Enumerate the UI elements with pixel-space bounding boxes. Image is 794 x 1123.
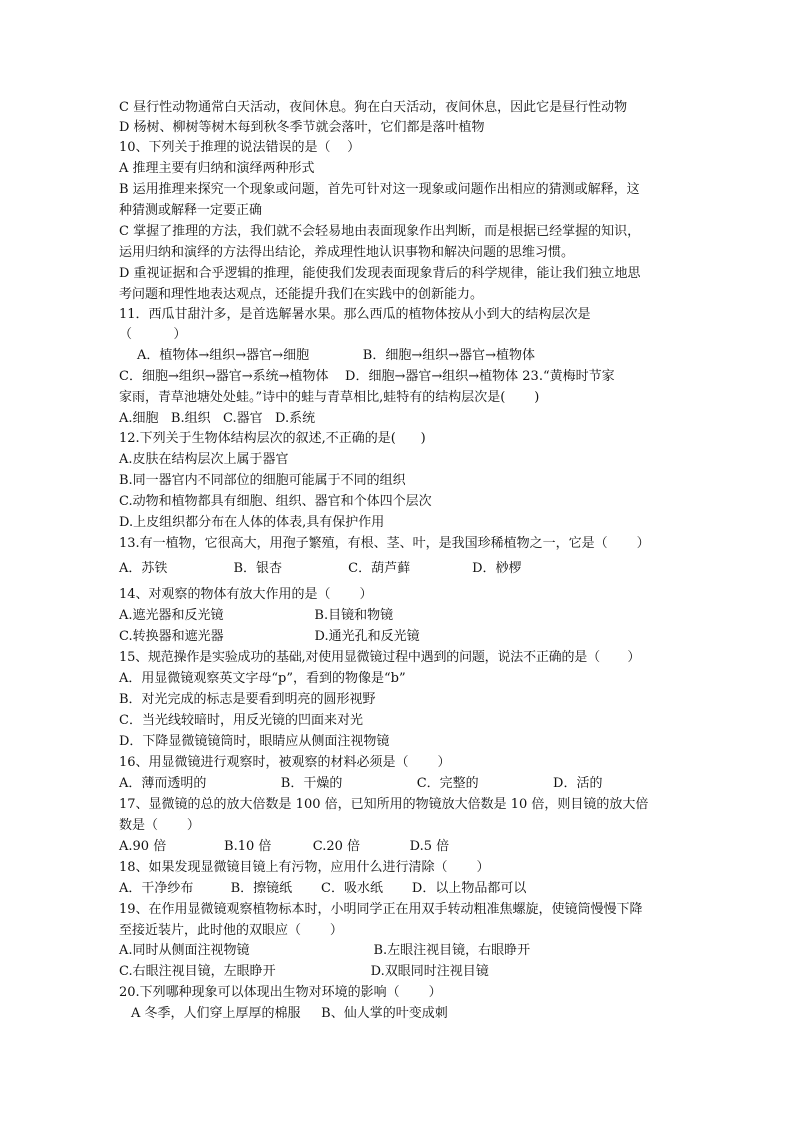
question-10: 10、下列关于推理的说法错误的是（ ）: [119, 140, 361, 155]
options-ab-q11: A．植物体→组织→器官→细胞 B．细胞→组织→器官→植物体: [137, 348, 536, 363]
options-q13: A．苏铁 B．银杏 C．葫芦藓 D．桫椤: [119, 561, 522, 576]
options-ab-q19: A.同时从侧面注视物镜 B.左眼注视目镜，右眼睁开: [119, 943, 531, 958]
option-c-q10: C 掌握了推理的方法，我们就不会轻易地由表面现象作出判断，而是根据已经掌握的知识，: [119, 224, 641, 239]
question-16: 16、用显微镜进行观察时，被观察的材料必须是（ ）: [119, 755, 451, 770]
options-q17: A.90 倍 B.10 倍 C.20 倍 D.5 倍: [119, 839, 450, 854]
option-d-q12: D.上皮组织都分布在人体的体表,具有保护作用: [119, 515, 385, 530]
option-b-q12: B.同一器官内不同部位的细胞可能属于不同的组织: [119, 473, 406, 488]
question-13: 13.有一植物，它很高大，用孢子繁殖，有根、茎、叶，是我国珍稀植物之一，它是（ ）: [119, 536, 650, 551]
option-b-q10-cont: 种猜测或解释一定要正确: [119, 203, 263, 218]
option-a-q15: A．用显微镜观察英文字母“p”，看到的物像是“b”: [119, 671, 406, 686]
options-cd-q14: C.转换器和遮光器 D.通光孔和反光镜: [119, 629, 420, 644]
options-ab-q14: A.遮光器和反光镜 B.目镜和物镜: [119, 608, 394, 623]
option-c-q15: C．当光线较暗时，用反光镜的凹面来对光: [119, 713, 363, 728]
options-q18: A．干净纱布 B．擦镜纸 C．吸水纸 D．以上物品都可以: [119, 881, 527, 896]
option-b-q15: B．对光完成的标志是要看到明亮的圆形视野: [119, 692, 376, 707]
option-a-q12: A.皮肤在结构层次上属于器官: [119, 452, 289, 467]
option-d-q10: D 重视证据和合乎逻辑的推理，能使我们发现表面现象背后的科学规律，能让我们独立地思: [119, 266, 641, 281]
option-c-q10-cont: 运用归纳和演绎的方法得出结论，养成理性地认识事物和解决问题的思维习惯。: [119, 245, 575, 260]
question-23-cont: 家雨，青草池塘处处蛙。”诗中的蛙与青草相比,蛙特有的结构层次是( ): [119, 390, 540, 405]
question-14: 14、对观察的物体有放大作用的是（ ）: [119, 587, 373, 602]
option-d-q15: D．下降显微镜镜筒时，眼睛应从侧面注视物镜: [119, 734, 390, 749]
question-11: 11．西瓜甘甜汁多，是首选解暑水果。那么西瓜的植物体按从小到大的结构层次是: [119, 307, 591, 322]
options-q23: A.细胞 B.组织 C.器官 D.系统: [119, 411, 316, 426]
question-18: 18、如果发现显微镜目镜上有污物，应用什么进行清除（ ）: [119, 860, 490, 875]
question-11-paren: （ ）: [119, 327, 187, 342]
question-19-cont: 至接近装片，此时他的双眼应（ ）: [119, 923, 343, 938]
options-cd-q19: C.右眼注视目镜，左眼睁开 D.双眼同时注视目镜: [119, 964, 489, 979]
question-12: 12.下列关于生物体结构层次的叙述,不正确的是( ): [119, 431, 426, 446]
option-d-q10-cont: 考问题和理性地表达观点，还能提升我们在实践中的创新能力。: [119, 287, 484, 302]
question-15: 15、规范操作是实验成功的基础,对使用显微镜过程中遇到的问题，说法不正确的是（ ）: [119, 650, 641, 665]
options-q16: A．薄而透明的 B．干燥的 C．完整的 D．活的: [119, 776, 603, 791]
question-20: 20.下列哪种现象可以体现出生物对环境的影响（ ）: [119, 985, 442, 1000]
option-a-q10: A 推理主要有归纳和演绎两种形式: [119, 161, 315, 176]
question-17-cont: 数是（ ）: [119, 818, 200, 833]
options-cd-q11: C．细胞→组织→器官→系统→植物体 D．细胞→器官→组织→植物体 23.“黄梅时节家: [119, 369, 615, 384]
question-17: 17、显微镜的总的放大倍数是 100 倍，已知所用的物镜放大倍数是 10 倍，则目镜的放大倍: [119, 797, 649, 812]
option-c-q12: C.动物和植物都具有细胞、组织、器官和个体四个层次: [119, 494, 432, 509]
option-d-q9: D 杨树、柳树等树木每到秋冬季节就会落叶，它们都是落叶植物: [119, 120, 485, 135]
options-ab-q20: A 冬季，人们穿上厚厚的棉服 B、仙人掌的叶变成刺: [131, 1006, 448, 1021]
option-b-q10: B 运用推理来探究一个现象或问题，首先可针对这一现象或问题作出相应的猜测或解释，这: [119, 182, 640, 197]
option-c-q9: C 昼行性动物通常白天活动，夜间休息。狗在白天活动，夜间休息，因此它是昼行性动物: [119, 100, 628, 115]
question-19: 19、在作用显微镜观察植物标本时，小明同学正在用双手转动粗准焦螺旋，使镜筒慢慢下降: [119, 902, 643, 917]
